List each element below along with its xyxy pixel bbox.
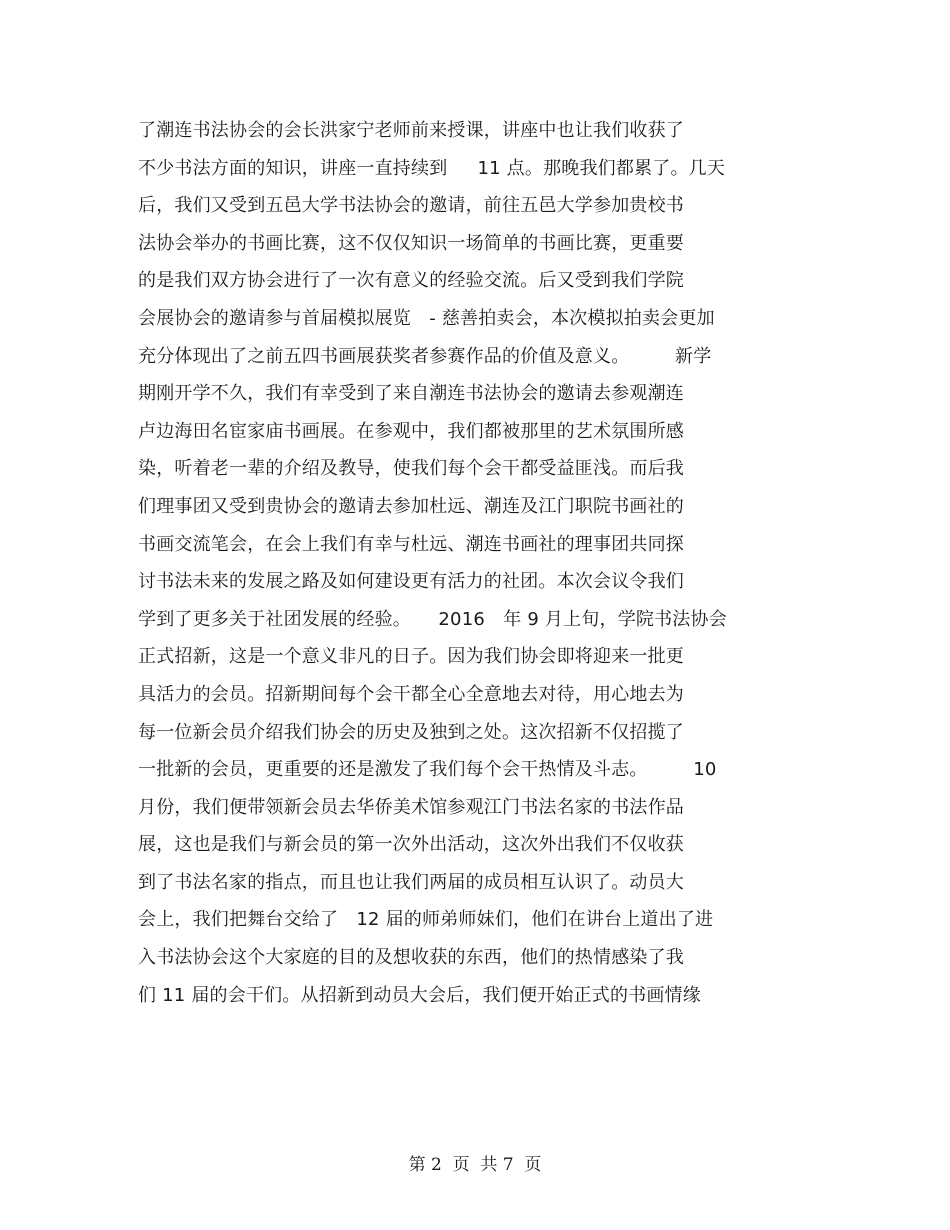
text-line: 们理事团又受到贵协会的邀请去参加杜远、潮连及江门职院书画社的 xyxy=(138,495,684,517)
text-line: 讨书法未来的发展之路及如何建设更有活力的社团。本次会议令我们 xyxy=(138,571,684,593)
text-line: 入书法协会这个大家庭的目的及想收获的东西，他们的热情感染了我 xyxy=(138,947,684,969)
text-line: 们 11 届的会干们。从招新到动员大会后，我们便开始正式的书画情缘 xyxy=(138,984,701,1006)
text-line: 每一位新会员介绍我们协会的历史及独到之处。这次招新不仅招揽了 xyxy=(138,721,684,743)
text-line: 展，这也是我们与新会员的第一次外出活动，这次外出我们不仅收获 xyxy=(138,834,684,856)
text-line: 会上，我们把舞台交给了 12 届的师弟师妹们，他们在讲台上道出了进 xyxy=(138,909,714,931)
text-line: 期刚开学不久，我们有幸受到了来自潮连书法协会的邀请去参观潮连 xyxy=(138,383,684,405)
text-line: 正式招新，这是一个意义非凡的日子。因为我们协会即将迎来一批更 xyxy=(138,646,684,668)
text-line: 的是我们双方协会进行了一次有意义的经验交流。后又受到我们学院 xyxy=(138,270,684,292)
text-line: 了潮连书法协会的会长洪家宁老师前来授课，讲座中也让我们收获了 xyxy=(138,120,684,141)
text-line: 染，听着老一辈的介绍及教导，使我们每个会干都受益匪浅。而后我 xyxy=(138,458,684,480)
text-line: 充分体现出了之前五四书画展获奖者参赛作品的价值及意义。 新学 xyxy=(138,345,712,367)
text-line: 后，我们又受到五邑大学书法协会的邀请，前往五邑大学参加贵校书 xyxy=(138,195,684,217)
text-line: 具活力的会员。招新期间每个会干都全心全意地去对待，用心地去为 xyxy=(138,683,684,705)
text-line: 书画交流笔会，在会上我们有幸与杜远、潮连书画社的理事团共同探 xyxy=(138,533,684,555)
text-line: 会展协会的邀请参与首届模拟展览 - 慈善拍卖会，本次模拟拍卖会更加 xyxy=(138,307,715,329)
text-line: 月份，我们便带领新会员去华侨美术馆参观江门书法名家的书法作品 xyxy=(138,796,684,818)
text-line: 卢边海田名宦家庙书画展。在参观中，我们都被那里的艺术氛围所感 xyxy=(138,420,684,442)
text-line: 一批新的会员，更重要的还是激发了我们每个会干热情及斗志。 10 xyxy=(138,759,717,781)
text-line: 不少书法方面的知识，讲座一直持续到 11 点。那晚我们都累了。几天 xyxy=(138,157,726,179)
text-line: 法协会举办的书画比赛，这不仅仅知识一场简单的书画比赛，更重要 xyxy=(138,232,684,254)
body-text xyxy=(138,112,798,1014)
text-line: 到了书法名家的指点，而且也让我们两届的成员相互认识了。动员大 xyxy=(138,871,684,893)
text-line: 学到了更多关于社团发展的经验。 2016 年 9 月上旬，学院书法协会 xyxy=(138,608,727,630)
page-number-footer: 第 2 页 共 7 页 xyxy=(408,1155,542,1175)
